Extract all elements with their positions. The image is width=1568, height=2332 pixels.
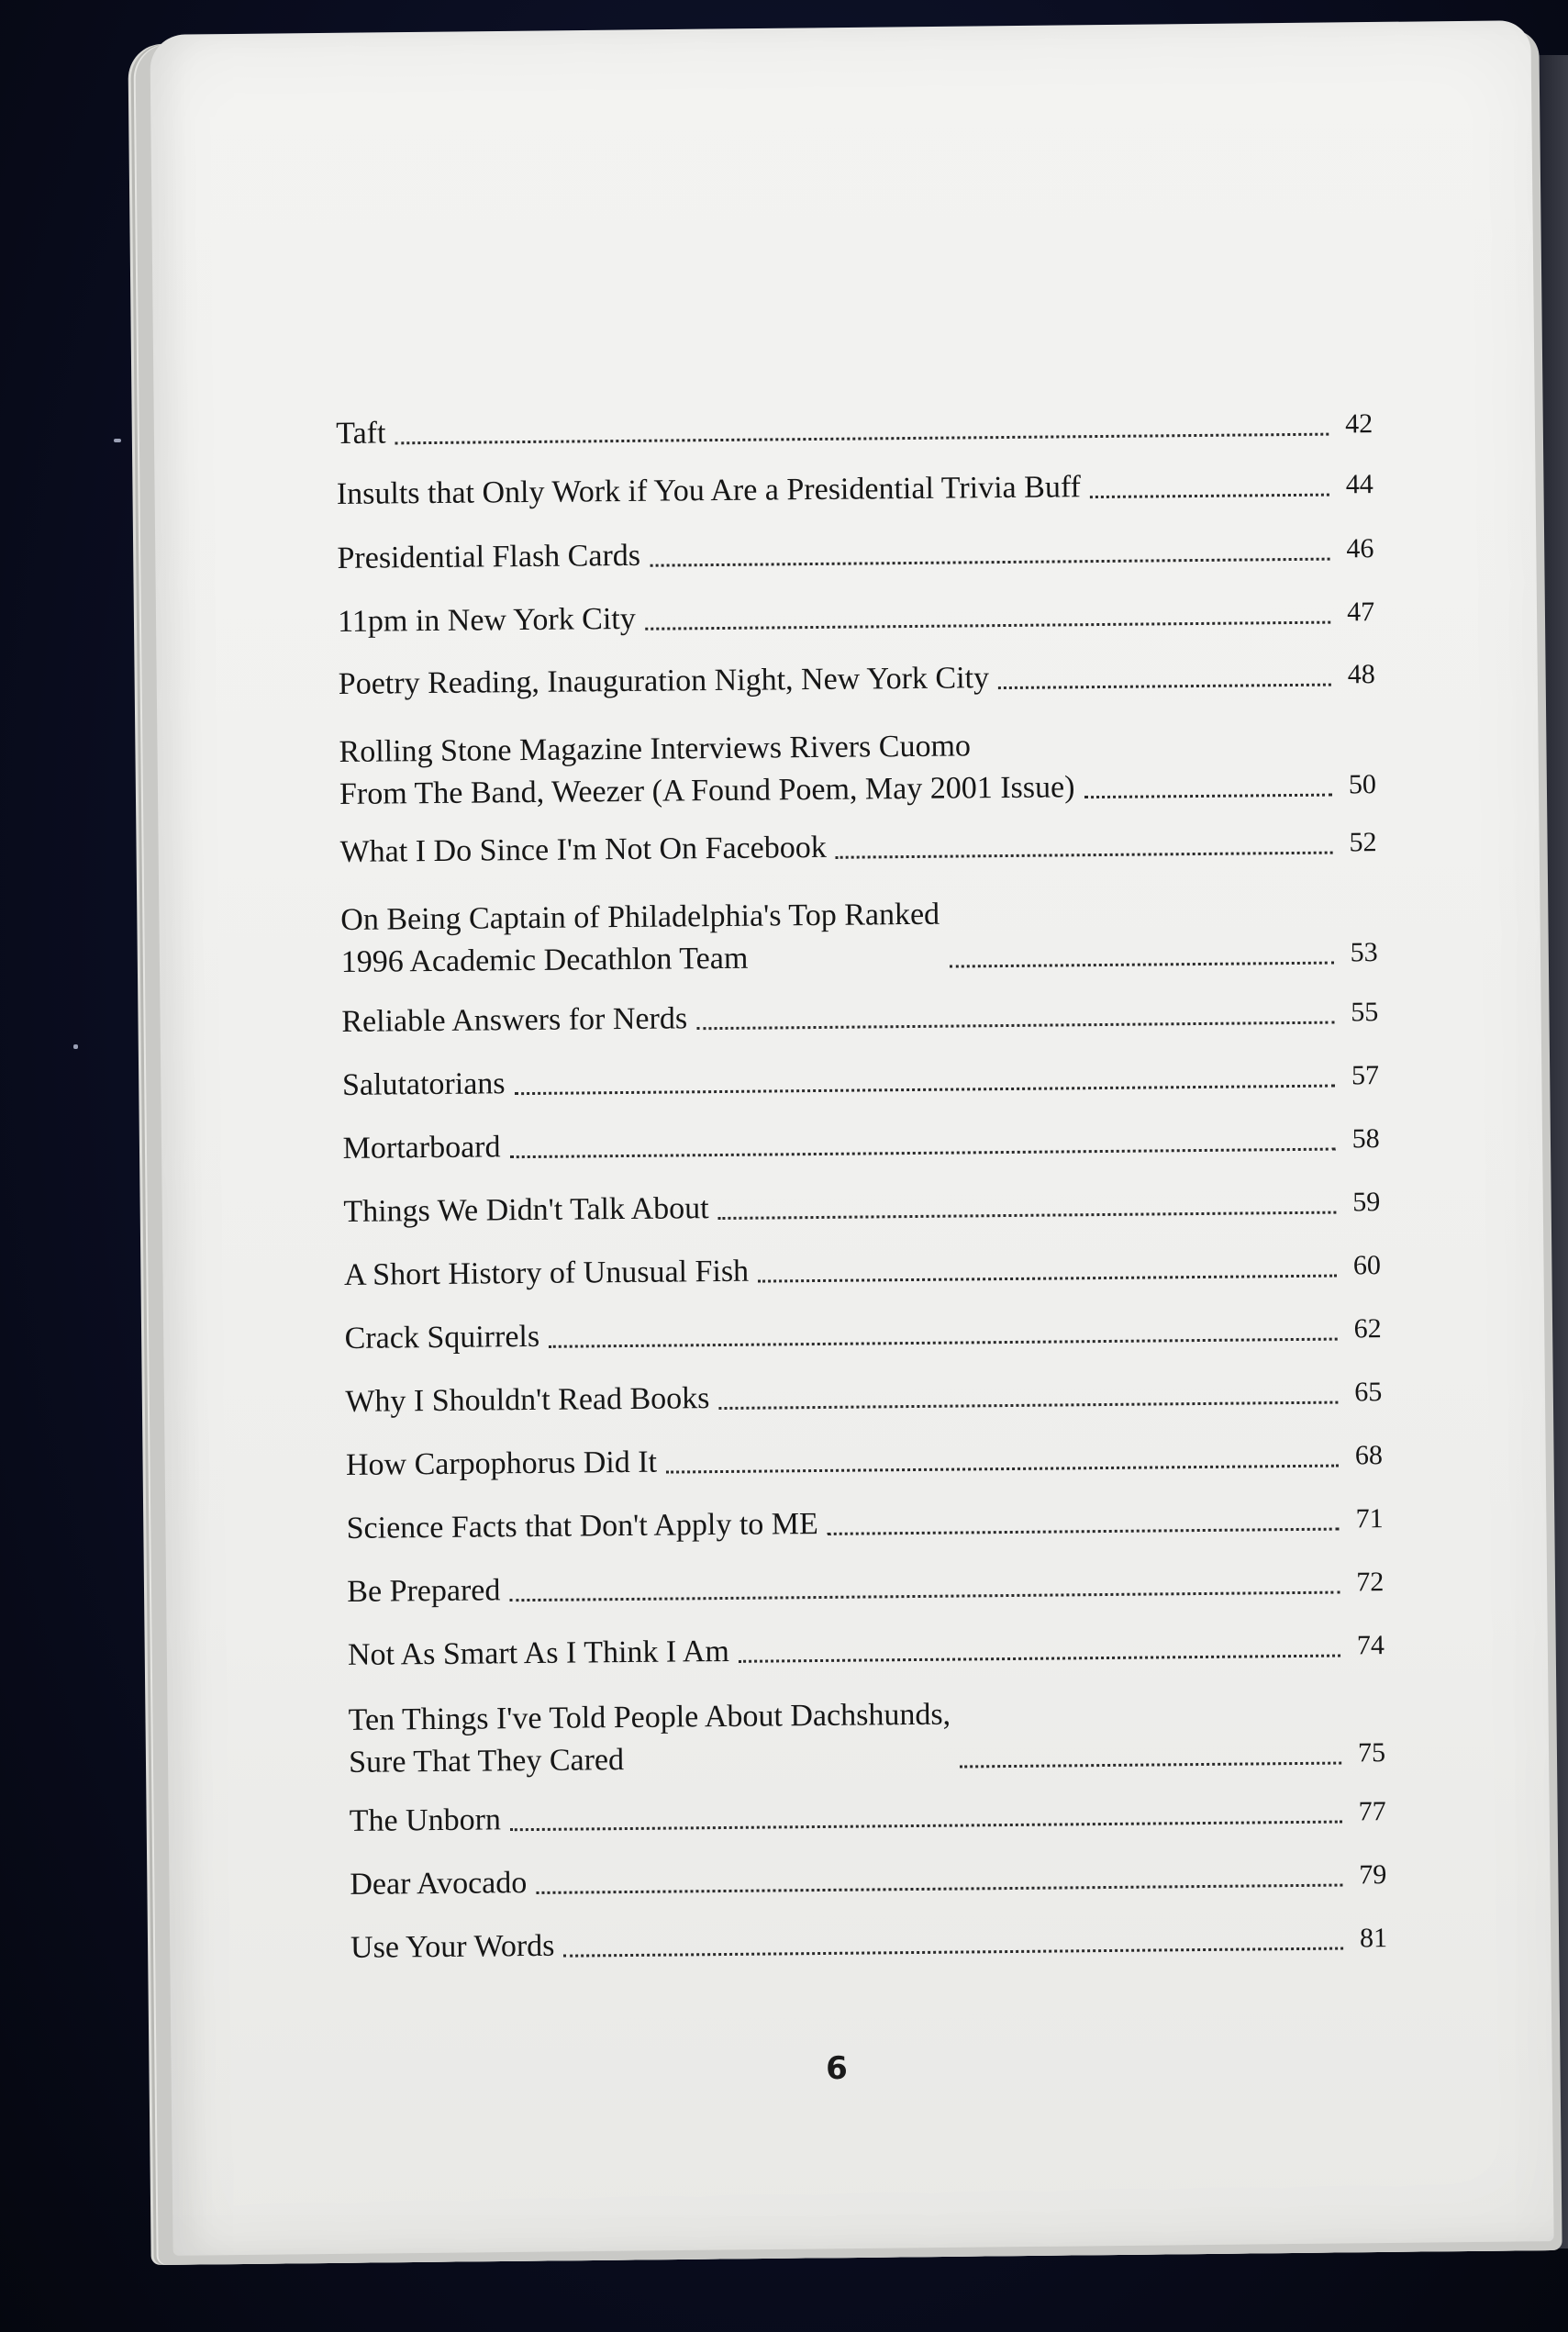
toc-entry-title: [339, 657, 990, 706]
toc-entry-title-line: Not As Smart As I Think I Am: [347, 1634, 730, 1672]
toc-entry-title: [347, 1569, 501, 1613]
dot-leader: [510, 1821, 1342, 1832]
toc-entry-title: [344, 1251, 750, 1297]
toc-entry-title: [345, 1378, 710, 1423]
toc-entry-title: [348, 1694, 951, 1784]
toc-entry-title: [339, 827, 827, 874]
toc-entry-title-line: A Short History of Unusual Fish: [343, 1254, 750, 1292]
lint-speck: [73, 1044, 78, 1049]
dot-leader: [836, 852, 1333, 859]
toc-entry-title-line: Reliable Answers for Nerds: [341, 1001, 688, 1039]
toc-entry-title-line: 1996 Academic Decathlon Team: [340, 941, 749, 979]
toc-entry-title-line: Why I Shouldn't Read Books: [345, 1381, 710, 1419]
dot-leader: [510, 1148, 1336, 1159]
toc-entry-page-number: 59: [1352, 1187, 1381, 1218]
toc-entry-title: [342, 1063, 506, 1107]
toc-entry: [340, 889, 1378, 984]
toc-entry-page-number: 60: [1352, 1250, 1382, 1281]
toc-entry-title-line: Science Facts that Don't Apply to ME: [346, 1507, 818, 1545]
toc-entry-page-number: 57: [1351, 1060, 1380, 1091]
toc-entry-title-line: Dear Avocado: [350, 1866, 528, 1902]
page-number: 6: [825, 2049, 849, 2088]
toc-entry-title-line: From The Band, Weezer (A Found Poem, May 2001 Issue): [339, 770, 1075, 811]
toc-entry-title-line: Salutatorians: [341, 1066, 506, 1102]
toc-entry-title-line: 11pm in New York City: [338, 601, 636, 639]
toc-entry: [339, 721, 1376, 816]
toc-entry-page-number: 79: [1359, 1859, 1387, 1891]
toc-entry-title: [341, 998, 687, 1043]
dot-leader: [719, 1401, 1339, 1410]
toc-entry-page-number: 44: [1345, 469, 1373, 500]
toc-entry-title: [343, 1188, 709, 1233]
toc-entry-title-line: Things We Didn't Talk About: [343, 1191, 709, 1229]
toc-entry-title: [342, 1126, 500, 1170]
toc-entry-title-line: Rolling Stone Magazine Interviews Rivers Cuomo: [339, 729, 972, 769]
toc-entry: [348, 1690, 1385, 1784]
toc-entry-title: [337, 466, 1081, 516]
toc-entry-title: [339, 724, 1074, 816]
dot-leader: [758, 1275, 1337, 1283]
toc-entry-page-number: 55: [1351, 997, 1379, 1028]
toc-entry-page-number: 42: [1345, 408, 1373, 440]
toc-entry-page-number: 48: [1347, 659, 1375, 690]
toc-entry-title: [338, 598, 636, 643]
toc-entry-title-line: Insults that Only Work if You Are a Presidential Trivia Buff: [336, 470, 1082, 511]
dot-leader: [998, 684, 1331, 689]
dot-leader: [696, 1021, 1334, 1031]
dot-leader: [828, 1528, 1340, 1535]
toc-entry-title: [337, 535, 640, 580]
toc-entry-title-line: Crack Squirrels: [344, 1319, 540, 1356]
toc-entry-page-number: 58: [1351, 1123, 1380, 1155]
lint-speck: [114, 439, 121, 442]
toc-entry-title-line: Taft: [336, 416, 386, 451]
toc-entry-title-line: Be Prepared: [347, 1573, 501, 1609]
dot-leader: [510, 1591, 1340, 1602]
dot-leader: [564, 1947, 1344, 1958]
toc-entry-title: [340, 894, 940, 984]
toc-entry-page-number: 68: [1354, 1440, 1384, 1471]
toc-entry-page-number: 46: [1346, 533, 1374, 564]
toc-entry-title-line: Poetry Reading, Inauguration Night, New York City: [338, 661, 990, 701]
toc-entry-page-number: 52: [1349, 827, 1377, 858]
toc-entry-page-number: 75: [1357, 1737, 1386, 1769]
toc-entry-page-number: 71: [1355, 1503, 1384, 1534]
toc-entry-page-number: 77: [1358, 1796, 1386, 1827]
dot-leader: [950, 962, 1334, 968]
toc-entry-page-number: 81: [1359, 1923, 1388, 1954]
toc-entry-page-number: 50: [1348, 769, 1377, 800]
dot-leader: [515, 1085, 1335, 1096]
toc-entry-title: [336, 412, 386, 455]
toc-entry-title: [346, 1503, 818, 1550]
dot-leader: [536, 1884, 1342, 1894]
toc-entry-title-line: What I Do Since I'm Not On Facebook: [339, 830, 827, 869]
toc-entry-title-line: Presidential Flash Cards: [337, 538, 641, 575]
dot-leader: [718, 1211, 1337, 1220]
dot-leader: [961, 1762, 1342, 1769]
toc-entry-title: [348, 1631, 729, 1677]
toc-entry-page-number: 74: [1356, 1630, 1385, 1661]
toc-entry-page-number: 47: [1346, 597, 1375, 628]
toc-entry-page-number: 62: [1353, 1313, 1382, 1345]
dot-leader: [1084, 794, 1333, 799]
toc-entry-title: [350, 1862, 527, 1906]
toc-entry-title: [344, 1316, 539, 1360]
dot-leader: [1090, 494, 1329, 499]
dot-leader: [666, 1465, 1339, 1474]
dot-leader: [739, 1655, 1340, 1663]
toc-entry-title: [350, 1799, 502, 1843]
dot-leader: [549, 1338, 1338, 1348]
toc-entry-title-line: Sure That They Cared: [348, 1743, 625, 1780]
toc-entry-title-line: Ten Things I've Told People About Dachshunds,: [348, 1697, 951, 1737]
toc-entry-page-number: 72: [1356, 1567, 1385, 1598]
toc-entry-title-line: Mortarboard: [342, 1130, 501, 1166]
toc-entry-title-line: On Being Captain of Philadelphia's Top Ranked: [340, 897, 940, 937]
toc-entry-title-line: How Carpophorus Did It: [345, 1445, 658, 1482]
toc-entry-title: [350, 1925, 555, 1969]
dot-leader: [395, 433, 1329, 445]
dot-leader: [650, 558, 1329, 567]
toc-entry-page-number: 53: [1350, 937, 1378, 968]
toc-entry-title-line: Use Your Words: [350, 1928, 555, 1965]
toc-entry-title-line: The Unborn: [349, 1802, 502, 1838]
toc-entry-page-number: 65: [1354, 1377, 1383, 1408]
toc-entry-title: [346, 1442, 657, 1487]
dot-leader: [645, 621, 1330, 630]
